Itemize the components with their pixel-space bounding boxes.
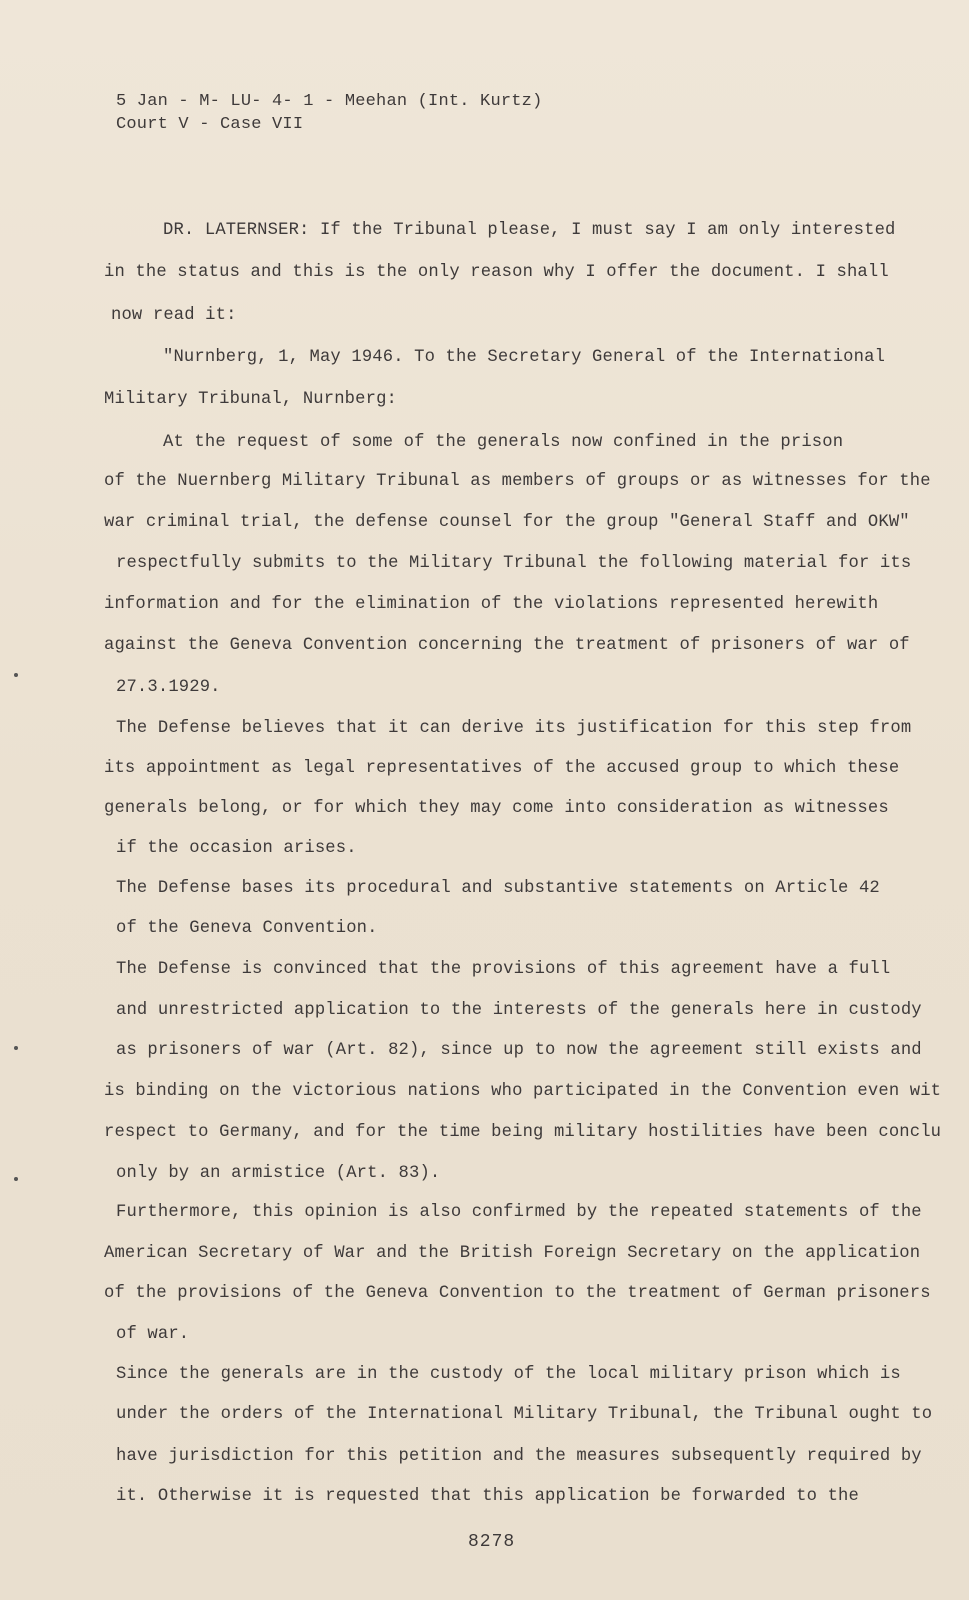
text-line: generals belong, or for which they may come into consideration as witnesses bbox=[104, 799, 889, 818]
text-line: if the occasion arises. bbox=[116, 839, 357, 858]
header-line-2: Court V - Case VII bbox=[116, 115, 304, 134]
text-line: DR. LATERNSER: If the Tribunal please, I must say I am only interested bbox=[163, 221, 896, 240]
text-line: of the provisions of the Geneva Convention to the treatment of German prisoners bbox=[104, 1284, 931, 1303]
page-number: 8278 bbox=[468, 1532, 516, 1552]
text-line: respectfully submits to the Military Tribunal the following material for its bbox=[116, 554, 912, 573]
text-line: respect to Germany, and for the time being military hostilities have been conclu bbox=[104, 1123, 942, 1142]
text-line: have jurisdiction for this petition and the measures subsequently required by bbox=[116, 1447, 922, 1466]
text-line: The Defense believes that it can derive its justification for this step from bbox=[116, 719, 912, 738]
text-line: its appointment as legal representatives of the accused group to which these bbox=[104, 759, 900, 778]
text-line: and unrestricted application to the interests of the generals here in custody bbox=[116, 1001, 922, 1020]
text-line: of the Geneva Convention. bbox=[116, 919, 378, 938]
margin-mark bbox=[14, 1177, 18, 1181]
text-line: At the request of some of the generals now confined in the prison bbox=[163, 433, 844, 452]
text-line: it. Otherwise it is requested that this application be forwarded to the bbox=[116, 1487, 859, 1506]
margin-mark bbox=[14, 673, 18, 677]
text-line: The Defense bases its procedural and substantive statements on Article 42 bbox=[116, 879, 880, 898]
text-line: against the Geneva Convention concerning the treatment of prisoners of war of bbox=[104, 636, 910, 655]
header-line-1: 5 Jan - M- LU- 4- 1 - Meehan (Int. Kurtz) bbox=[116, 92, 543, 111]
text-line: "Nurnberg, 1, May 1946. To the Secretary General of the International bbox=[163, 348, 886, 367]
text-line: under the orders of the International Military Tribunal, the Tribunal ought to bbox=[116, 1405, 933, 1424]
text-line: only by an armistice (Art. 83). bbox=[116, 1164, 441, 1183]
document-header bbox=[116, 90, 542, 136]
text-line: Military Tribunal, Nurnberg: bbox=[104, 390, 397, 409]
text-line: now read it: bbox=[111, 306, 237, 325]
text-line: Since the generals are in the custody of the local military prison which is bbox=[116, 1365, 901, 1384]
text-line: The Defense is convinced that the provisions of this agreement have a full bbox=[116, 960, 891, 979]
text-line: American Secretary of War and the British Foreign Secretary on the application bbox=[104, 1244, 921, 1263]
text-line: 27.3.1929. bbox=[116, 678, 221, 697]
margin-mark bbox=[14, 1046, 18, 1050]
text-line: as prisoners of war (Art. 82), since up to now the agreement still exists and bbox=[116, 1041, 922, 1060]
text-line: is binding on the victorious nations who participated in the Convention even wit bbox=[104, 1082, 942, 1101]
text-line: Furthermore, this opinion is also confirmed by the repeated statements of the bbox=[116, 1203, 922, 1222]
text-line: of war. bbox=[116, 1325, 190, 1344]
text-line: in the status and this is the only reason why I offer the document. I shall bbox=[104, 263, 889, 282]
text-line: war criminal trial, the defense counsel for the group "General Staff and OKW" bbox=[104, 513, 910, 532]
text-line: of the Nuernberg Military Tribunal as members of groups or as witnesses for the bbox=[104, 472, 931, 491]
text-line: information and for the elimination of the violations represented herewith bbox=[104, 595, 879, 614]
